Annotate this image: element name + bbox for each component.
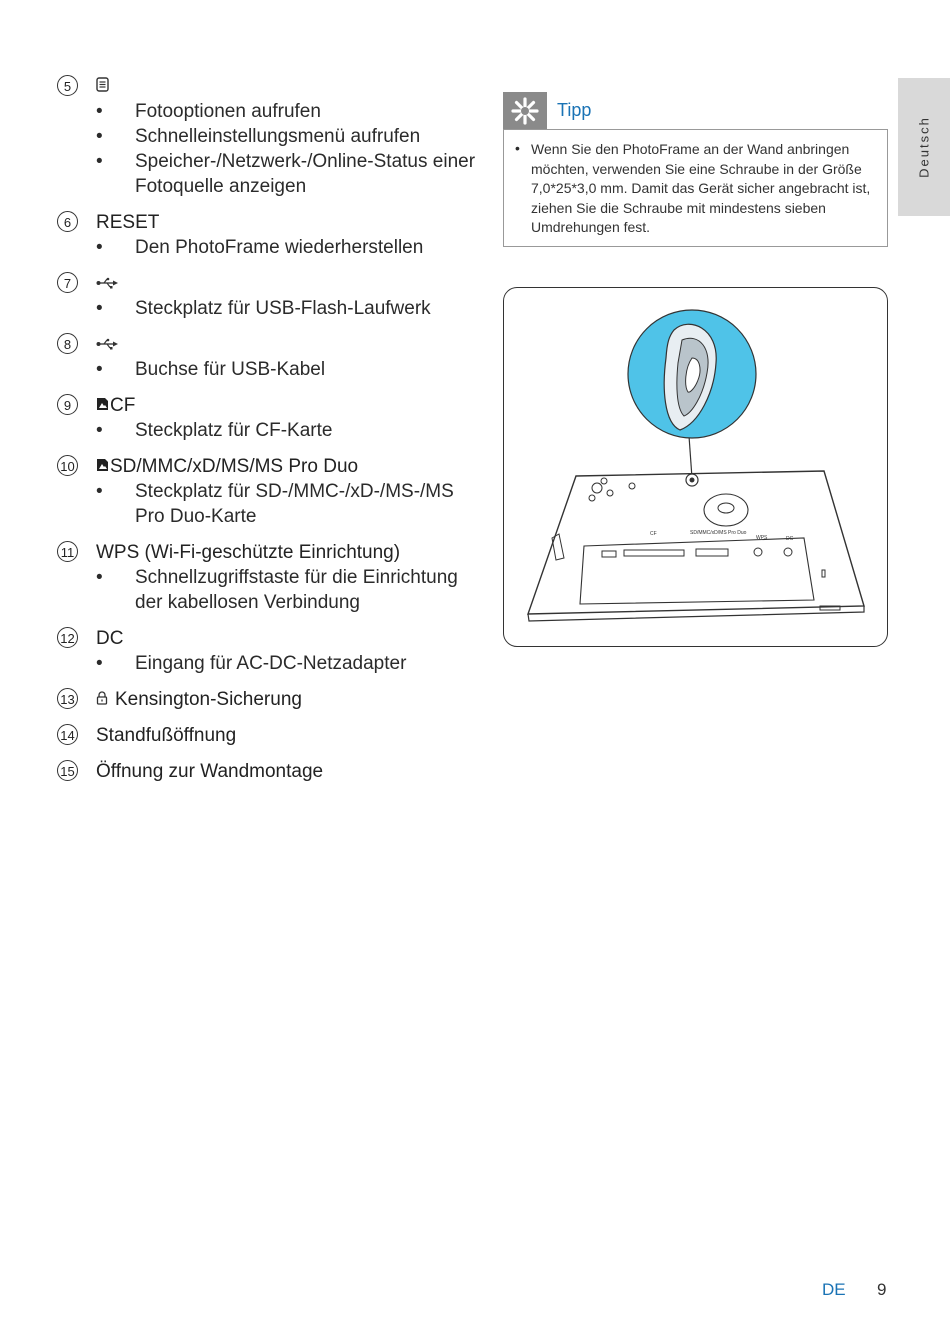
item-title: RESET [96,212,160,233]
usb-icon [96,271,118,296]
item-number: 9 [57,394,78,415]
slot-label: SD/MMC/xD/MS Pro Duo [690,530,747,536]
item-title: CF [110,395,136,416]
list-item [57,454,477,529]
item-number: 8 [57,333,78,354]
item-number: 15 [57,760,78,781]
language-tab: Deutsch [898,78,950,216]
options-menu-icon [96,74,109,99]
bullet-text: • Fotooptionen aufrufen [96,99,477,124]
tip-text: Wenn Sie den PhotoFrame an der Wand anbringen möchten, verwenden Sie eine Schraube in der Größe 7,0*25*3,0 mm. Damit das Gerät sicher angebracht ist, ziehen Sie die Schraube mit mindestens sieben Umdrehungen fest. [531,141,871,235]
slot-label: CF [650,531,657,537]
footer-language: DE [822,1280,846,1299]
item-number: 14 [57,724,78,745]
item-number: 5 [57,75,78,96]
bullet-text: • Eingang für AC-DC-Netzadapter [96,651,477,676]
component-list [57,74,477,795]
bullet-text: • Steckplatz für CF-Karte [96,418,477,443]
item-title: Standfußöffnung [96,725,237,746]
lock-icon [96,687,108,712]
item-number: 7 [57,272,78,293]
item-title: Kensington-Sicherung [115,689,302,710]
item-title: Öffnung zur Wandmontage [96,761,324,782]
bullet-text: • Schnelleinstellungsmenü aufrufen [96,124,477,149]
tip-sparkle-icon [503,92,547,129]
item-number: 11 [57,541,78,562]
list-item [57,271,477,321]
bullet-text: • Den PhotoFrame wiederherstellen [96,235,477,260]
slot-label: WPS [756,535,768,541]
item-number: 12 [57,627,78,648]
list-item [57,332,477,382]
list-item [57,759,477,784]
usb-icon [96,332,118,357]
bullet-text: • Steckplatz für USB-Flash-Laufwerk [96,296,477,321]
item-title: DC [96,628,124,649]
bullet-text: • Buchse für USB-Kabel [96,357,477,382]
item-number: 6 [57,211,78,232]
list-item [57,687,477,712]
page-number: 9 [877,1280,887,1299]
item-title: SD/MMC/xD/MS/MS Pro Duo [110,456,359,477]
item-number: 13 [57,688,78,709]
wall-mount-illustration [503,287,888,647]
bullet-text: • Speicher-/Netzwerk-/Online-Status einer Fotoquelle anzeigen [96,149,477,199]
list-item [57,393,477,443]
item-title: WPS (Wi-Fi-geschützte Einrichtung) [96,542,401,563]
list-item [57,74,477,199]
list-item [57,723,477,748]
tip-box: Tipp • Wenn Sie den PhotoFrame an der Wand anbringen möchten, verwenden Sie eine Schraube in der Größe 7,0*25*3,0 mm. Damit das Gerät sicher angebracht ist, ziehen Sie die Schraube mit mindestens sieben Umdrehungen fest. [503,92,888,247]
bullet-text: • Steckplatz für SD-/MMC-/xD-/MS-/MS Pro Duo-Karte [96,479,477,529]
list-item [57,210,477,260]
item-number: 10 [57,455,78,476]
slot-label: DC [786,536,794,542]
card-icon [96,393,109,418]
list-item [57,626,477,676]
card-icon [96,454,109,479]
list-item [57,540,477,615]
tip-title: Tipp [557,100,592,120]
bullet-text: • Schnellzugriffstaste für die Einrichtung der kabellosen Verbindung [96,565,477,615]
